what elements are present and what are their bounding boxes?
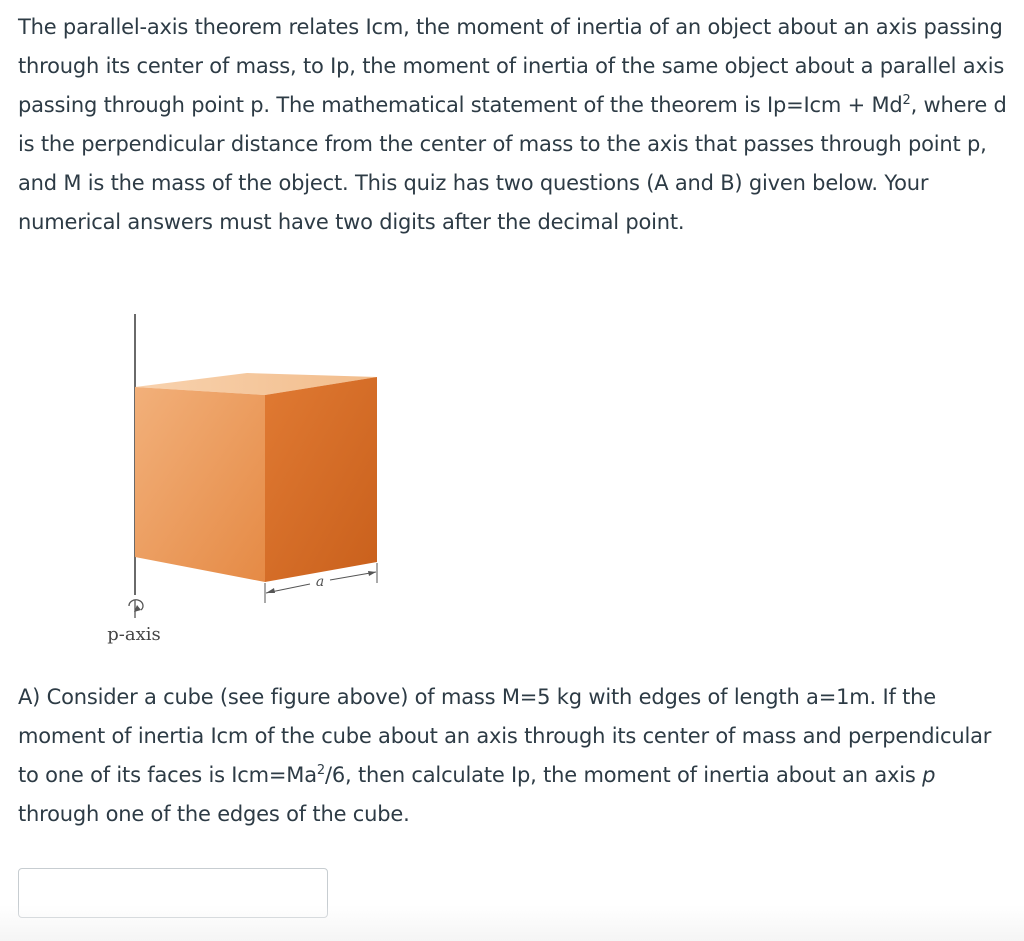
cube-front-face: [135, 387, 265, 582]
answer-a-input[interactable]: [18, 868, 328, 918]
cube-side-face: [265, 377, 377, 582]
question-a-text-3: through one of the edges of the cube.: [18, 802, 410, 826]
p-axis-label: p-axis: [107, 624, 161, 645]
intro-text-2: , where d is the perpendicular distance from the center of mass to the axis that passes through point p, and M is the mass of the object. This quiz has two questions (A and B) given below. Your numerical answers must have two digits after the decimal point.: [18, 93, 1007, 234]
rotation-arrow-icon: [129, 600, 143, 618]
intro-paragraph: [18, 8, 1008, 242]
intro-superscript: 2: [902, 93, 911, 108]
question-a-text: [18, 678, 1008, 834]
cube-diagram: [0, 300, 420, 660]
question-a-text-1: A) Consider a cube (see figure above) of mass M=5 kg with edges of length a=1m. If the moment of inertia Icm of the cube about an axis through its center of mass and perpendicular to one of its faces is Icm=Ma: [18, 685, 992, 787]
question-a-italic-p: p: [922, 763, 936, 787]
question-a-text-2: /6, then calculate Ip, the moment of inertia about an axis: [324, 763, 923, 787]
question-a-superscript: 2: [316, 763, 325, 778]
intro-text-1: The parallel-axis theorem relates Icm, the moment of inertia of an object about an axis passing through its center of mass, to Ip, the moment of inertia of the same object about a parallel axis passing through point p. The mathematical statement of the theorem is Ip=Icm + Md: [18, 15, 1005, 117]
edge-label: a: [315, 574, 325, 590]
cube-figure: [0, 300, 420, 660]
